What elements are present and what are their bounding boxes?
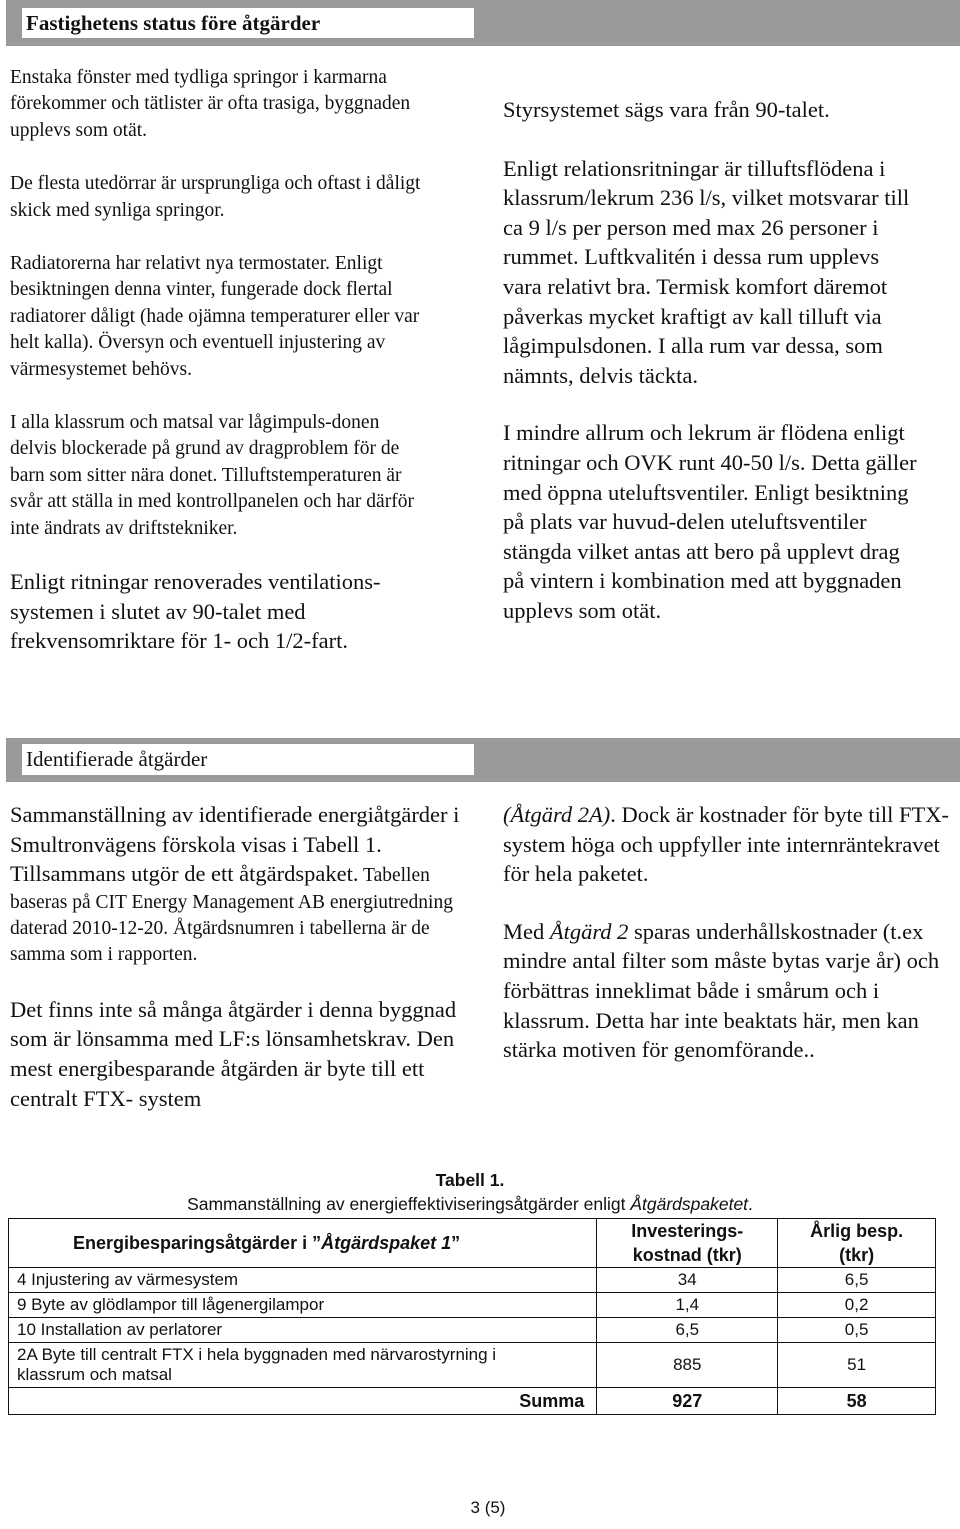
ftx-cost-text: . Dock är kostnader för byte till FTX- system höga och uppfyller inte internräntekravet för hela paketet. — [503, 802, 949, 887]
sum-annual-saving: 58 — [778, 1388, 936, 1415]
section2-right-column — [503, 800, 953, 1065]
row-annual-saving: 0,2 — [778, 1293, 936, 1318]
header-investment-line2: kostnad (tkr) — [632, 1245, 742, 1265]
summary-text-large: Sammanställning av identifierade energiåtgärder i Smultronvägens förskola visas i Tabell 1. Tillsammans utgör de ett åtgärdspaket. — [10, 802, 460, 887]
maintenance-text-pre: Med — [503, 918, 550, 944]
paragraph-windows: Enstaka fönster med tydliga springor i karmarna förekommer och tätlister är ofta trasiga, byggnaden upplevs som otät. — [10, 67, 411, 141]
paragraph-profitability: Det finns inte så många åtgärder i denna byggnad som är lönsamma med LF:s lönsamhetskrav. Den mest energibesparande åtgärden är byte till ett centralt FTX- system — [10, 996, 457, 1111]
header-annual-line1: Årlig besp. — [810, 1221, 904, 1241]
table-title: Tabell 1. — [435, 1170, 505, 1190]
section-heading-bar — [6, 0, 960, 46]
header-annual-line2: (tkr) — [839, 1245, 875, 1265]
caption-end: . — [748, 1194, 753, 1214]
section1-left-column — [10, 65, 430, 656]
section-heading-status: Fastighetens status före åtgärder — [22, 8, 474, 38]
row-investment: 6,5 — [597, 1318, 778, 1343]
caption-italic: Åtgärdspaketet — [630, 1194, 749, 1214]
table-row — [9, 1318, 936, 1343]
row-measure: 10 Installation av perlatorer — [9, 1318, 597, 1343]
paragraph-low-impulse-vents: I alla klassrum och matsal var lågimpuls-donen delvis blockerade på grund av dragproblem för de barn som sitter nära donet. Tilluftstemperaturen är svår att ställa in med kontrollpanelen och har därför inte ändrats av driftstekniker. — [10, 412, 414, 539]
row-investment: 1,4 — [597, 1293, 778, 1318]
table-caption — [0, 1194, 940, 1215]
measures-table — [8, 1218, 936, 1415]
header-investment-line1: Investerings- — [631, 1221, 744, 1241]
row-investment: 885 — [597, 1343, 778, 1388]
paragraph-radiators: Radiatorerna har relativt nya termostater. Enligt besiktningen denna vinter, fungerade dock flertal radiatorer dåligt (hade ojämna temperaturer eller var helt kalla). Översyn och eventuell injustering av värmesystemet behövs. — [10, 253, 420, 380]
header-measure-pre: Energibesparingsåtgärder i ” — [73, 1232, 322, 1253]
sum-label: Summa — [9, 1388, 597, 1415]
summary-text-small: Tabellen baseras på CIT Energy Management AB energiutredning daterad 2010-12-20. Åtgärdsnumren i tabellerna är de samma som i rapporten. — [10, 865, 453, 966]
row-annual-saving: 6,5 — [778, 1268, 936, 1293]
row-annual-saving: 0,5 — [778, 1318, 936, 1343]
paragraph-summary — [10, 800, 465, 969]
header-measure-post: ” — [451, 1232, 461, 1253]
measure-2-ref: Åtgärd 2 — [549, 918, 629, 944]
table-header-row — [9, 1219, 936, 1268]
paragraph-doors: De flesta utedörrar är ursprungliga och oftast i dåligt skick med synliga springor. — [10, 173, 421, 221]
section-heading-measures: Identifierade åtgärder — [22, 744, 474, 775]
page-number: 3 (5) — [470, 1498, 506, 1517]
paragraph-maintenance — [503, 917, 953, 1065]
section-heading-bar — [6, 738, 960, 782]
maintenance-text: sparas underhållskostnader (t.ex mindre antal filter som måste bytas varje år) och förbättras inneklimat både i smårum och i klassrum. Detta har inte beaktats här, men kan stärka motiven för genomförande.. — [503, 918, 940, 1063]
header-measure-italic: Åtgärdspaket 1 — [321, 1232, 452, 1253]
header-measure — [9, 1219, 597, 1268]
section1-right-column — [503, 95, 923, 626]
section2-left-column — [10, 800, 465, 1113]
paragraph-small-rooms: I mindre allrum och lekrum är flödena enligt ritningar och OVK runt 40-50 l/s. Detta gäller med öppna uteluftsventiler. Enligt besiktning på plats var huvud-delen uteluftsventiler stängda vilket antas att bero på upplevt drag på vintern i kombination med att byggnaden upplevs som otät. — [503, 420, 917, 623]
header-annual-saving — [778, 1219, 936, 1268]
table-row — [9, 1293, 936, 1318]
paragraph-control-system: Styrsystemet sägs vara från 90-talet. — [503, 97, 830, 122]
row-annual-saving: 51 — [778, 1343, 936, 1388]
table-row — [9, 1343, 936, 1388]
measure-2a-ref: (Åtgärd 2A) — [503, 802, 611, 827]
row-investment: 34 — [597, 1268, 778, 1293]
table-row — [9, 1268, 936, 1293]
paragraph-ventilation-renovation: Enligt ritningar renoverades ventilations-systemen i slutet av 90-talet med frekvensomriktare för 1- och 1/2-fart. — [10, 569, 381, 654]
sum-investment: 927 — [597, 1388, 778, 1415]
paragraph-supply-air-flows: Enligt relationsritningar är tilluftsflödena i klassrum/lekrum 236 l/s, vilket motsvarar till ca 9 l/s per person med max 26 personer i rummet. Luftkvalitén i dessa rum upplevs vara relativt bra. Termisk komfort däremot påverkas mycket kraftigt av kall tilluft via lågimpulsdonen. I alla rum var dessa, som nämnts, delvis täckta. — [503, 155, 910, 388]
row-measure: 4 Injustering av värmesystem — [9, 1268, 597, 1293]
header-investment — [597, 1219, 778, 1268]
row-measure: 2A Byte till centralt FTX i hela byggnaden med närvarostyrning i klassrum och matsal — [9, 1343, 597, 1388]
caption-text: Sammanställning av energieffektiviseringsåtgärder enligt — [187, 1194, 631, 1214]
table-sum-row — [9, 1388, 936, 1415]
paragraph-ftx-cost — [503, 800, 953, 889]
row-measure: 9 Byte av glödlampor till lågenergilampor — [9, 1293, 597, 1318]
